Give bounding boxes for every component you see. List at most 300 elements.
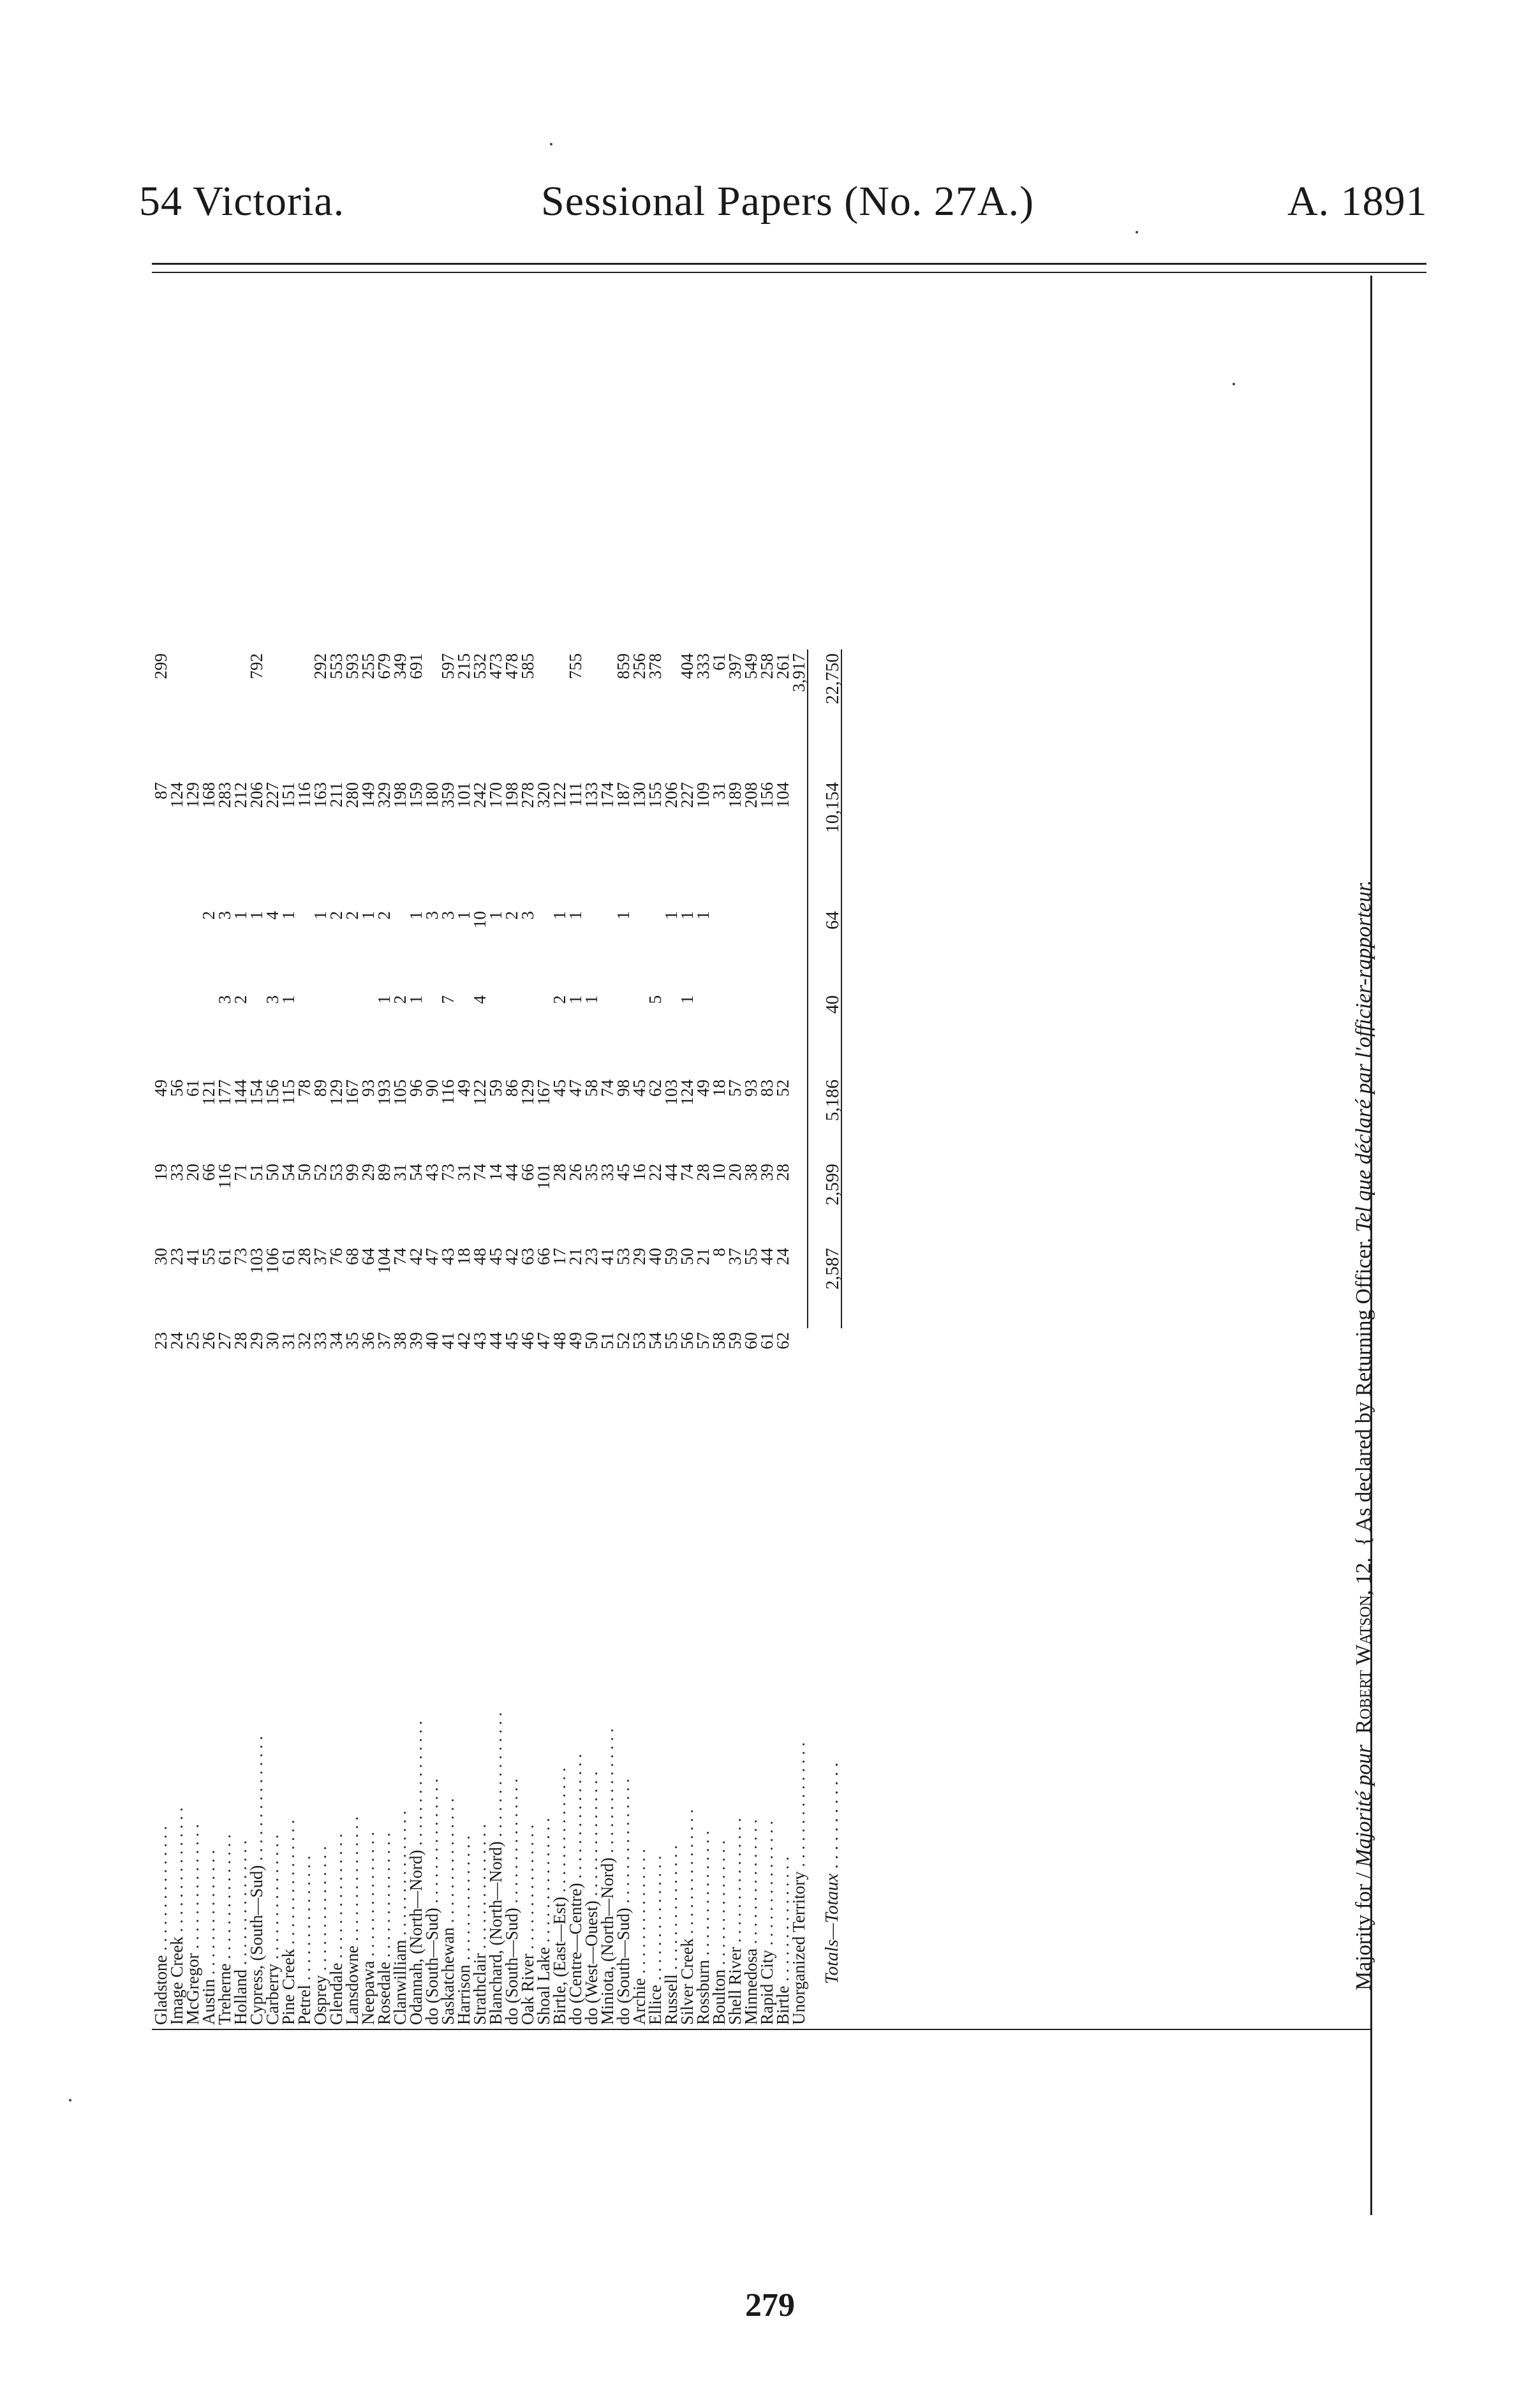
cell-c6: 329: [374, 782, 394, 808]
cell-c5: 1: [311, 911, 330, 920]
row-index: 38: [390, 1332, 410, 1349]
cell-c1: 64: [359, 1248, 378, 1265]
row-index: 23: [151, 1332, 170, 1349]
row-name: Archie . . . . . . . . . . . . . . .: [630, 1849, 649, 2025]
cell-c1: 59: [662, 1248, 681, 1265]
cell-c3: 57: [725, 1079, 744, 1097]
cell-c2: 43: [422, 1164, 441, 1181]
row-index: 57: [693, 1332, 713, 1349]
row-index: 45: [502, 1332, 521, 1349]
cell-c2: [791, 1160, 808, 1244]
cell-c3: 167: [343, 1079, 362, 1106]
cell-c1: 63: [518, 1248, 537, 1265]
cell-c7: 859: [614, 653, 633, 679]
row-index: 26: [199, 1332, 218, 1349]
cell-c6: 155: [646, 782, 665, 808]
cell-c6: 124: [167, 782, 186, 808]
cell-c2: 10: [709, 1164, 729, 1181]
cell-c3: 105: [390, 1079, 410, 1106]
cell-c7: [265, 649, 281, 778]
cell-c3: 93: [359, 1079, 378, 1097]
row-name: Holland . . . . . . . . . . . . . . .: [231, 1840, 250, 2025]
cell-c1: 30: [151, 1248, 170, 1265]
cell-c5: 3: [215, 911, 234, 920]
cell-c2: 20: [725, 1164, 744, 1181]
row-index: 33: [311, 1332, 330, 1349]
cell-c2: 66: [199, 1164, 218, 1181]
cell-c7: 61: [709, 653, 729, 671]
cell-c1: 41: [598, 1248, 617, 1265]
cell-c5: 1: [677, 911, 697, 920]
cell-c4: 4: [470, 995, 489, 1004]
cell-c1: 23: [582, 1248, 601, 1265]
row-index: 35: [343, 1332, 362, 1349]
row-index: 58: [709, 1332, 729, 1349]
cell-c3: 167: [534, 1079, 553, 1106]
cell-c7: 473: [486, 653, 505, 679]
cell-c6: 163: [311, 782, 330, 808]
cell-c3: 177: [215, 1079, 234, 1106]
row-index: 31: [279, 1332, 298, 1349]
cell-c2: 38: [741, 1164, 760, 1181]
row-index: 30: [263, 1332, 282, 1349]
cell-c3: 93: [741, 1079, 760, 1097]
cell-c5: [153, 907, 169, 991]
cell-c3: 61: [183, 1079, 202, 1097]
row-name: Ellice . . . . . . . . . . . . . . .: [646, 1855, 665, 2025]
cell-c3: 62: [646, 1079, 665, 1097]
cell-c2: 16: [630, 1164, 649, 1181]
rotated-table-block: [151, 268, 1375, 2029]
cell-c2: 99: [343, 1164, 362, 1181]
row-index: 40: [422, 1332, 441, 1349]
row-name: Clanwilliam . . . . . . . . . . . . . . .: [390, 1811, 410, 2025]
cell-c5: [648, 907, 663, 991]
cell-c4: 3: [263, 995, 282, 1004]
cell-c4: [456, 991, 472, 1076]
cell-c6: 189: [725, 782, 744, 808]
row-name: Blanchard, (North—Nord) . . . . . . . . . . . . . . .: [486, 1712, 505, 2025]
cell-c4: 1: [677, 995, 697, 1004]
cell-c4: 2: [231, 995, 250, 1004]
header-center: Sessional Papers (No. 27A.): [541, 178, 1035, 225]
cell-c7: [185, 649, 201, 778]
row-index: 27: [215, 1332, 234, 1349]
row-index: 25: [183, 1332, 202, 1349]
cell-c1: 106: [263, 1248, 282, 1274]
cell-c5: 1: [662, 911, 681, 920]
cell-c3: 83: [757, 1079, 776, 1097]
totals-c4: 40: [808, 991, 841, 1076]
row-index: 49: [566, 1332, 585, 1349]
majority-label-fr: Majorité pour: [1352, 1744, 1375, 1867]
cell-c5: 1: [406, 911, 426, 920]
cell-c4: [711, 991, 727, 1076]
cell-c2: 19: [151, 1164, 170, 1181]
cell-c6: 149: [359, 782, 378, 808]
majority-label-en: Majority for: [1352, 1883, 1375, 1991]
cell-c7: 597: [438, 653, 457, 679]
row-name: Treherne . . . . . . . . . . . . . . .: [215, 1834, 234, 2025]
cell-c6: 283: [215, 782, 234, 808]
cell-c3: 98: [614, 1079, 633, 1097]
row-index: 52: [614, 1332, 633, 1349]
cell-c7: 261: [773, 653, 792, 679]
cell-c6: 227: [263, 782, 282, 808]
totals-c3: 5,186: [808, 1076, 841, 1160]
row-index: 62: [773, 1332, 792, 1349]
cell-c5: 1: [359, 911, 378, 920]
cell-c5: 2: [327, 911, 346, 920]
cell-c5: 3: [422, 911, 441, 920]
cell-c3: 129: [327, 1079, 346, 1106]
cell-c2: 50: [263, 1164, 282, 1181]
cell-c4: 2: [390, 995, 410, 1004]
cell-c2: 26: [566, 1164, 585, 1181]
row-name: Harrison . . . . . . . . . . . . . . .: [454, 1835, 473, 2025]
cell-c4: 1: [279, 995, 298, 1004]
cell-c7: 299: [151, 653, 170, 679]
cell-c2: 31: [390, 1164, 410, 1181]
cell-c5: [759, 907, 775, 991]
cell-c6: 170: [486, 782, 505, 808]
cell-c6: 31: [709, 782, 729, 799]
cell-c2: 33: [598, 1164, 617, 1181]
cell-c3: 103: [662, 1079, 681, 1106]
row-name: Silver Creek . . . . . . . . . . . . . . .: [677, 1809, 697, 2025]
cell-c4: 1: [566, 995, 585, 1004]
table-bottom-rule: [152, 2029, 1370, 2030]
cell-c3: 115: [279, 1079, 298, 1105]
row-index: 48: [550, 1332, 569, 1349]
cell-c1: 42: [502, 1248, 521, 1265]
row-name: Oak River . . . . . . . . . . . . . . .: [518, 1824, 537, 2025]
row-name: Birtle . . . . . . . . . . . . . . .: [773, 1857, 792, 2025]
cell-c4: 2: [550, 995, 569, 1004]
cell-c2: 101: [534, 1164, 553, 1190]
row-name: Shell River . . . . . . . . . . . . . . .: [725, 1818, 744, 2025]
cell-c1: 48: [470, 1248, 489, 1265]
cell-c1: 47: [422, 1248, 441, 1265]
cell-c6: 180: [422, 782, 441, 808]
cell-c2: 35: [582, 1164, 601, 1181]
row-index: 59: [725, 1332, 744, 1349]
cell-c6: 129: [183, 782, 202, 808]
cell-c1: 66: [534, 1248, 553, 1265]
cell-c6: 198: [502, 782, 521, 808]
cell-c4: [201, 991, 217, 1076]
row-index: 29: [247, 1332, 266, 1349]
totals-c1: 2,587: [808, 1244, 841, 1328]
table-row: [791, 649, 808, 2029]
cell-c2: 54: [279, 1164, 298, 1181]
cell-c1: 41: [183, 1248, 202, 1265]
row-name: do (West—Ouest) . . . . . . . . . . . . . . .: [582, 1771, 601, 2025]
cell-c5: [185, 907, 201, 991]
row-index: 37: [374, 1332, 394, 1349]
row-name: Austin . . . . . . . . . . . . . . .: [199, 1850, 218, 2025]
totals-c5: 64: [808, 907, 841, 991]
cell-c7: 3,917: [789, 653, 808, 692]
cell-c6: 212: [231, 782, 250, 808]
stray-mark: [1136, 231, 1138, 234]
cell-c6: 111: [566, 782, 585, 807]
row-index: 28: [231, 1332, 250, 1349]
cell-c2: 116: [215, 1164, 234, 1189]
row-index: 34: [327, 1332, 346, 1349]
cell-c6: 187: [614, 782, 633, 808]
cell-c5: 1: [566, 911, 585, 920]
cell-c7: 792: [247, 653, 266, 679]
row-index: 42: [454, 1332, 473, 1349]
cell-c6: 109: [693, 782, 713, 808]
cell-c1: 44: [757, 1248, 776, 1265]
cell-c4: 1: [406, 995, 426, 1004]
header-left: 54 Victoria.: [139, 178, 345, 225]
row-name: do (South—Sud) . . . . . . . . . . . . . . .: [502, 1778, 521, 2025]
cell-c1: 28: [295, 1248, 314, 1265]
cell-c1: 73: [231, 1248, 250, 1265]
cell-c4: [520, 991, 536, 1076]
cell-c4: [344, 991, 360, 1076]
cell-c7: 585: [518, 653, 537, 679]
cell-c1: 53: [614, 1248, 633, 1265]
cell-c1: 21: [566, 1248, 585, 1265]
cell-c4: [504, 991, 520, 1076]
cell-c2: 66: [518, 1164, 537, 1181]
row-name: do (South—Sud) . . . . . . . . . . . . . . .: [614, 1778, 633, 2025]
cell-c3: 45: [550, 1079, 569, 1097]
cell-c2: 50: [295, 1164, 314, 1181]
cell-c7: 349: [390, 653, 410, 679]
cell-c2: 28: [693, 1164, 713, 1181]
cell-c4: [360, 991, 376, 1076]
row-name: Image Creek . . . . . . . . . . . . . . .: [167, 1807, 186, 2025]
cell-c2: 71: [231, 1164, 250, 1181]
cell-c5: [169, 907, 185, 991]
cell-c1: 61: [215, 1248, 234, 1265]
cell-c2: 52: [311, 1164, 330, 1181]
cell-c4: [329, 991, 344, 1076]
cell-c4: [663, 991, 679, 1076]
census-table: [153, 649, 842, 2029]
row-name: Cypress, (South—Sud) . . . . . . . . . . . . . . .: [247, 1735, 266, 2025]
cell-c2: 31: [454, 1164, 473, 1181]
row-name: Rossburn . . . . . . . . . . . . . . .: [693, 1830, 713, 2025]
cell-c3: 58: [582, 1079, 601, 1097]
row-index: 60: [741, 1332, 760, 1349]
cell-c3: 154: [247, 1079, 266, 1106]
cell-c7: 215: [454, 653, 473, 679]
cell-c2: 53: [327, 1164, 346, 1181]
cell-c4: [600, 991, 616, 1076]
cell-c7: 593: [343, 653, 362, 679]
row-name: Petrel . . . . . . . . . . . . . . .: [295, 1855, 314, 2025]
cell-c2: 29: [359, 1164, 378, 1181]
row-index: 36: [359, 1332, 378, 1349]
cell-c5: [297, 907, 313, 991]
cell-c5: [600, 907, 616, 991]
cell-c3: 59: [486, 1079, 505, 1097]
cell-c4: [424, 991, 440, 1076]
row-index: 24: [167, 1332, 186, 1349]
cell-c4: [743, 991, 759, 1076]
row-index: 55: [662, 1332, 681, 1349]
cell-c5: 1: [693, 911, 713, 920]
cell-c6: 280: [343, 782, 362, 808]
cell-c6: [791, 778, 808, 907]
cell-c6: 206: [662, 782, 681, 808]
cell-c5: [727, 907, 743, 991]
cell-c5: [632, 907, 648, 991]
cell-c3: 121: [199, 1079, 218, 1106]
cell-c7: 292: [311, 653, 330, 679]
cell-c2: 33: [167, 1164, 186, 1181]
cell-c2: 45: [614, 1164, 633, 1181]
row-index: 47: [534, 1332, 553, 1349]
cell-c6: 168: [199, 782, 218, 808]
cell-c2: 54: [406, 1164, 426, 1181]
cell-c1: 55: [199, 1248, 218, 1265]
cell-c5: [743, 907, 759, 991]
cell-c3: 47: [566, 1079, 585, 1097]
cell-c6: 227: [677, 782, 697, 808]
cell-c5: 2: [199, 911, 218, 920]
row-name: Rapid City . . . . . . . . . . . . . . .: [757, 1820, 776, 2025]
cell-c1: 76: [327, 1248, 346, 1265]
cell-c5: 1: [231, 911, 250, 920]
cell-c6: 174: [598, 782, 617, 808]
cell-c7: 755: [566, 653, 585, 679]
majority-declared-en: As declared by Returning Officer.: [1352, 1237, 1375, 1532]
cell-c5: 1: [550, 911, 569, 920]
cell-c5: 1: [486, 911, 505, 920]
cell-c5: 2: [343, 911, 362, 920]
cell-c3: 18: [709, 1079, 729, 1097]
cell-c7: 553: [327, 653, 346, 679]
cell-c2: 51: [247, 1164, 266, 1181]
row-index: 46: [518, 1332, 537, 1349]
cell-c4: [249, 991, 265, 1076]
cell-c6: 101: [454, 782, 473, 808]
cell-c3: 74: [598, 1079, 617, 1097]
cell-c4: [727, 991, 743, 1076]
cell-c6: 278: [518, 782, 537, 808]
cell-c5: [392, 907, 408, 991]
cell-c2: 28: [550, 1164, 569, 1181]
stray-mark: [69, 2099, 71, 2102]
cell-c1: 8: [709, 1248, 729, 1257]
row-index: 50: [582, 1332, 601, 1349]
row-name: Pine Creek . . . . . . . . . . . . . . .: [279, 1820, 298, 2025]
cell-c1: 61: [279, 1248, 298, 1265]
cell-c3: 156: [263, 1079, 282, 1106]
cell-c6: 206: [247, 782, 266, 808]
cell-c3: 90: [422, 1079, 441, 1097]
cell-c1: 74: [390, 1248, 410, 1265]
cell-c6: 159: [406, 782, 426, 808]
totals-c7: 22,750: [808, 649, 841, 778]
cell-c4: 7: [438, 995, 457, 1004]
cell-c7: 679: [374, 653, 394, 679]
cell-c4: [313, 991, 329, 1076]
cell-c1: 103: [247, 1248, 266, 1274]
cell-c3: 124: [677, 1079, 697, 1106]
cell-c7: 691: [406, 653, 426, 679]
cell-c3: 56: [167, 1079, 186, 1097]
cell-c6: 130: [630, 782, 649, 808]
cell-c6: 208: [741, 782, 760, 808]
cell-c7: 549: [741, 653, 760, 679]
cell-c4: [775, 991, 791, 1076]
row-name: Miniota, (North—Nord) . . . . . . . . . . . . . . .: [598, 1728, 617, 2025]
majority-officer: Robert Watson, 12.: [1352, 1557, 1375, 1734]
cell-c7: [169, 649, 185, 778]
cell-c5: 1: [614, 911, 633, 920]
cell-c5: [775, 907, 791, 991]
row-name: Birtle, (East—Est) . . . . . . . . . . . . . . .: [550, 1767, 569, 2025]
row-index: 43: [470, 1332, 489, 1349]
row-name: Shoal Lake . . . . . . . . . . . . . . .: [534, 1818, 553, 2025]
cell-c1: 68: [343, 1248, 362, 1265]
top-rule-1: [152, 263, 1426, 265]
cell-c4: 3: [215, 995, 234, 1004]
header-right: A. 1891: [1287, 178, 1428, 225]
cell-c6: 156: [757, 782, 776, 808]
row-index: [791, 1328, 808, 1374]
cell-c4: [153, 991, 169, 1076]
cell-c6: 133: [582, 782, 601, 808]
cell-c7: [217, 649, 233, 778]
cell-c7: [281, 649, 297, 778]
cell-c3: 49: [151, 1079, 170, 1097]
row-name: Odannah, (North—Nord) . . . . . . . . . . . . . . .: [406, 1721, 426, 2025]
row-name: McGregor . . . . . . . . . . . . . . .: [183, 1824, 202, 2025]
cell-c3: 45: [630, 1079, 649, 1097]
row-name: Strathclair . . . . . . . . . . . . . . .: [470, 1824, 489, 2025]
cell-c3: 116: [438, 1079, 457, 1105]
cell-c5: [711, 907, 727, 991]
majority-line: Majority for / Majorité pour Robert Watson, 12. { As declared by Returning Officer. Tel que déclaré par l'officier-rapporteur.: [1352, 880, 1375, 1991]
cell-c1: 55: [741, 1248, 760, 1265]
cell-c3: 193: [374, 1079, 394, 1106]
cell-c4: [616, 991, 632, 1076]
cell-c6: 116: [295, 782, 314, 808]
cell-c3: 52: [773, 1079, 792, 1097]
row-index: 61: [757, 1332, 776, 1349]
cell-c3: 89: [311, 1079, 330, 1097]
cell-c1: 29: [630, 1248, 649, 1265]
cell-c3: [791, 1076, 808, 1160]
cell-c1: 17: [550, 1248, 569, 1265]
row-name: Rosedale . . . . . . . . . . . . . . .: [374, 1832, 394, 2025]
cell-c4: 5: [646, 995, 665, 1004]
cell-c4: [632, 991, 648, 1076]
cell-c4: [695, 991, 711, 1076]
row-index: 54: [646, 1332, 665, 1349]
cell-c4: 1: [582, 995, 601, 1004]
row-name: Lansdowne . . . . . . . . . . . . . . .: [343, 1816, 362, 2025]
cell-c7: 378: [646, 653, 665, 679]
cell-c7: 532: [470, 653, 489, 679]
cell-c3: 78: [295, 1079, 314, 1097]
row-name: do (Centre—Centre) . . . . . . . . . . . . . . .: [566, 1753, 585, 2025]
cell-c3: 129: [518, 1079, 537, 1106]
cell-c1: 37: [311, 1248, 330, 1265]
cell-c3: 144: [231, 1079, 250, 1106]
cell-c7: [201, 649, 217, 778]
cell-c3: 49: [454, 1079, 473, 1097]
